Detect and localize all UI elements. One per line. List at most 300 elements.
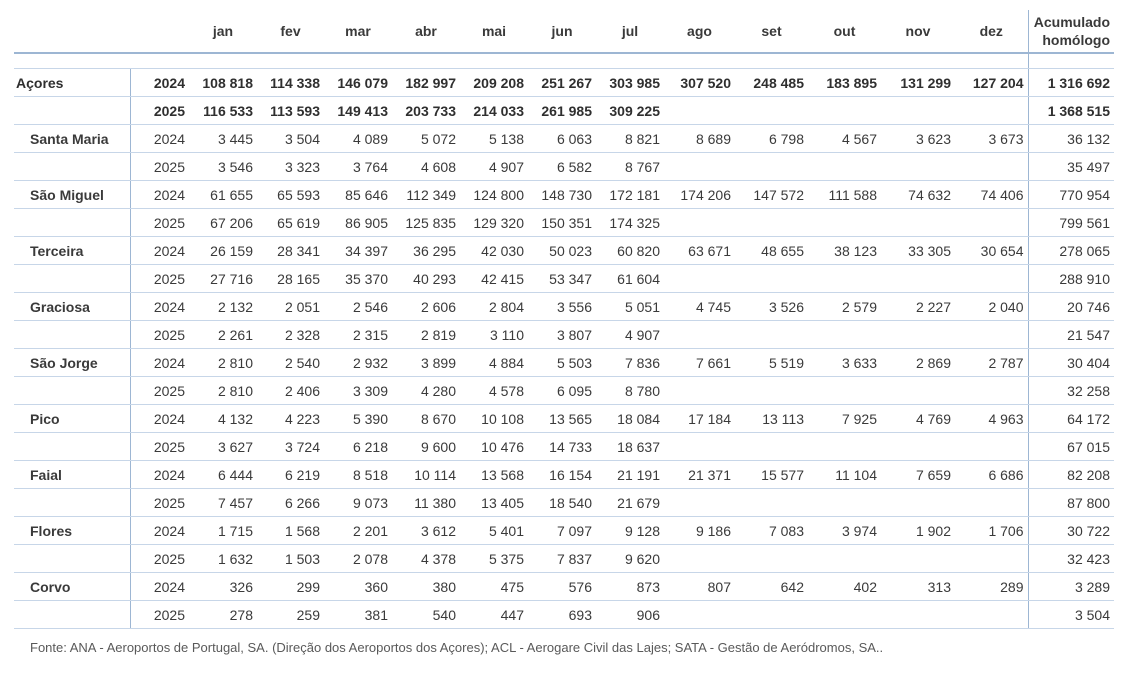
table-row (14, 321, 1114, 349)
year-cell: 2024 (130, 237, 189, 265)
accumulated-cell: 30 722 (1028, 517, 1114, 545)
region-name: Açores (14, 69, 130, 97)
value-cell: 2 540 (257, 349, 324, 377)
header-month: jul (596, 10, 664, 53)
value-cell: 11 380 (392, 489, 460, 517)
value-cell (735, 153, 808, 181)
header-month: jan (189, 10, 257, 53)
value-cell: 693 (528, 601, 596, 629)
value-cell (664, 209, 735, 237)
value-cell: 149 413 (324, 97, 392, 125)
value-cell: 21 191 (596, 461, 664, 489)
value-cell: 13 565 (528, 405, 596, 433)
value-cell: 1 706 (955, 517, 1028, 545)
table-row (14, 517, 1114, 545)
header-month: nov (881, 10, 955, 53)
value-cell: 6 444 (189, 461, 257, 489)
table-row (14, 377, 1114, 405)
value-cell (808, 433, 881, 461)
table-row (14, 153, 1114, 181)
year-cell: 2025 (130, 97, 189, 125)
value-cell: 2 819 (392, 321, 460, 349)
value-cell: 15 577 (735, 461, 808, 489)
value-cell: 209 208 (460, 69, 528, 97)
value-cell: 6 798 (735, 125, 808, 153)
value-cell: 67 206 (189, 209, 257, 237)
value-cell: 6 218 (324, 433, 392, 461)
year-cell: 2024 (130, 69, 189, 97)
passengers-table (14, 10, 1114, 629)
value-cell: 4 378 (392, 545, 460, 573)
value-cell: 203 733 (392, 97, 460, 125)
value-cell: 1 503 (257, 545, 324, 573)
year-cell: 2025 (130, 265, 189, 293)
year-cell: 2025 (130, 489, 189, 517)
value-cell: 5 051 (596, 293, 664, 321)
value-cell: 131 299 (881, 69, 955, 97)
value-cell: 642 (735, 573, 808, 601)
table-row (14, 433, 1114, 461)
value-cell: 475 (460, 573, 528, 601)
value-cell (735, 545, 808, 573)
value-cell (955, 153, 1028, 181)
value-cell: 28 165 (257, 265, 324, 293)
value-cell: 7 925 (808, 405, 881, 433)
value-cell: 114 338 (257, 69, 324, 97)
value-cell: 2 315 (324, 321, 392, 349)
value-cell: 906 (596, 601, 664, 629)
value-cell: 6 095 (528, 377, 596, 405)
year-cell: 2025 (130, 545, 189, 573)
spacer-row (14, 53, 1114, 69)
value-cell: 17 184 (664, 405, 735, 433)
value-cell: 576 (528, 573, 596, 601)
accumulated-cell: 67 015 (1028, 433, 1114, 461)
value-cell (808, 153, 881, 181)
region-name (14, 377, 130, 405)
value-cell (881, 545, 955, 573)
value-cell: 61 604 (596, 265, 664, 293)
accumulated-cell: 32 258 (1028, 377, 1114, 405)
value-cell: 8 821 (596, 125, 664, 153)
value-cell: 2 787 (955, 349, 1028, 377)
value-cell: 10 108 (460, 405, 528, 433)
value-cell (735, 489, 808, 517)
value-cell: 2 227 (881, 293, 955, 321)
value-cell: 4 089 (324, 125, 392, 153)
value-cell: 9 186 (664, 517, 735, 545)
value-cell: 5 072 (392, 125, 460, 153)
value-cell: 30 654 (955, 237, 1028, 265)
value-cell: 26 159 (189, 237, 257, 265)
value-cell: 309 225 (596, 97, 664, 125)
value-cell: 16 154 (528, 461, 596, 489)
header-month: abr (392, 10, 460, 53)
value-cell: 8 670 (392, 405, 460, 433)
value-cell: 3 612 (392, 517, 460, 545)
value-cell: 3 627 (189, 433, 257, 461)
value-cell (735, 601, 808, 629)
value-cell: 3 623 (881, 125, 955, 153)
region-name: Faial (14, 461, 130, 489)
value-cell: 2 201 (324, 517, 392, 545)
value-cell (664, 489, 735, 517)
value-cell (881, 153, 955, 181)
region-name (14, 209, 130, 237)
table-row (14, 405, 1114, 433)
value-cell: 1 902 (881, 517, 955, 545)
value-cell: 60 820 (596, 237, 664, 265)
value-cell (735, 209, 808, 237)
region-name (14, 545, 130, 573)
year-cell: 2024 (130, 573, 189, 601)
value-cell: 380 (392, 573, 460, 601)
accumulated-cell: 30 404 (1028, 349, 1114, 377)
value-cell: 27 716 (189, 265, 257, 293)
accumulated-cell: 3 289 (1028, 573, 1114, 601)
value-cell (808, 545, 881, 573)
header-empty-year (130, 10, 189, 53)
value-cell: 18 084 (596, 405, 664, 433)
value-cell: 9 073 (324, 489, 392, 517)
value-cell: 4 567 (808, 125, 881, 153)
value-cell: 18 540 (528, 489, 596, 517)
year-cell: 2024 (130, 461, 189, 489)
year-cell: 2024 (130, 181, 189, 209)
value-cell: 8 689 (664, 125, 735, 153)
value-cell (955, 433, 1028, 461)
year-cell: 2025 (130, 209, 189, 237)
source-note: Fonte: ANA - Aeroportos de Portugal, SA. (Direção dos Aeroportos dos Açores); ACL - Aerogare Civil das Lajes; SATA - Gestão de Aeródromos, SA.. (30, 640, 884, 655)
value-cell: 5 138 (460, 125, 528, 153)
year-cell: 2024 (130, 125, 189, 153)
value-cell (881, 209, 955, 237)
region-name: Graciosa (14, 293, 130, 321)
region-name: Flores (14, 517, 130, 545)
value-cell: 14 733 (528, 433, 596, 461)
value-cell: 150 351 (528, 209, 596, 237)
value-cell (735, 265, 808, 293)
region-name (14, 433, 130, 461)
value-cell: 174 206 (664, 181, 735, 209)
table-row (14, 601, 1114, 629)
header-month: mar (324, 10, 392, 53)
value-cell: 7 083 (735, 517, 808, 545)
accumulated-cell: 35 497 (1028, 153, 1114, 181)
value-cell: 3 974 (808, 517, 881, 545)
accumulated-cell: 3 504 (1028, 601, 1114, 629)
value-cell: 2 810 (189, 349, 257, 377)
value-cell: 251 267 (528, 69, 596, 97)
table-row (14, 97, 1114, 125)
region-name (14, 489, 130, 517)
value-cell: 360 (324, 573, 392, 601)
value-cell: 447 (460, 601, 528, 629)
header-accumulated-line1: Acumulado (1033, 14, 1110, 30)
header-month: set (735, 10, 808, 53)
value-cell: 807 (664, 573, 735, 601)
value-cell: 3 504 (257, 125, 324, 153)
value-cell: 85 646 (324, 181, 392, 209)
table-row (14, 265, 1114, 293)
value-cell: 129 320 (460, 209, 528, 237)
value-cell (881, 489, 955, 517)
year-cell: 2025 (130, 153, 189, 181)
value-cell: 48 655 (735, 237, 808, 265)
value-cell (808, 265, 881, 293)
table-body (14, 53, 1114, 629)
value-cell (664, 601, 735, 629)
value-cell: 4 223 (257, 405, 324, 433)
year-cell: 2024 (130, 349, 189, 377)
value-cell: 108 818 (189, 69, 257, 97)
value-cell: 112 349 (392, 181, 460, 209)
value-cell: 10 114 (392, 461, 460, 489)
value-cell: 5 390 (324, 405, 392, 433)
region-name (14, 321, 130, 349)
value-cell: 381 (324, 601, 392, 629)
value-cell: 40 293 (392, 265, 460, 293)
value-cell (664, 433, 735, 461)
value-cell: 13 405 (460, 489, 528, 517)
header-month: ago (664, 10, 735, 53)
value-cell: 4 769 (881, 405, 955, 433)
table-row (14, 209, 1114, 237)
header-month: mai (460, 10, 528, 53)
value-cell: 2 051 (257, 293, 324, 321)
value-cell: 6 686 (955, 461, 1028, 489)
value-cell: 111 588 (808, 181, 881, 209)
value-cell: 3 546 (189, 153, 257, 181)
value-cell: 2 579 (808, 293, 881, 321)
value-cell: 259 (257, 601, 324, 629)
region-name (14, 265, 130, 293)
year-cell: 2025 (130, 433, 189, 461)
table-row (14, 545, 1114, 573)
value-cell: 4 907 (460, 153, 528, 181)
value-cell: 5 503 (528, 349, 596, 377)
value-cell: 2 869 (881, 349, 955, 377)
value-cell: 183 895 (808, 69, 881, 97)
year-cell: 2024 (130, 405, 189, 433)
region-name: Corvo (14, 573, 130, 601)
header-accumulated-line2: homólogo (1042, 32, 1110, 48)
value-cell (664, 545, 735, 573)
year-cell: 2024 (130, 293, 189, 321)
value-cell: 214 033 (460, 97, 528, 125)
accumulated-cell: 1 316 692 (1028, 69, 1114, 97)
accumulated-cell: 799 561 (1028, 209, 1114, 237)
value-cell: 21 371 (664, 461, 735, 489)
value-cell: 303 985 (596, 69, 664, 97)
value-cell: 3 309 (324, 377, 392, 405)
value-cell: 402 (808, 573, 881, 601)
value-cell: 34 397 (324, 237, 392, 265)
value-cell (664, 265, 735, 293)
value-cell: 3 445 (189, 125, 257, 153)
value-cell (808, 489, 881, 517)
value-cell: 307 520 (664, 69, 735, 97)
value-cell: 3 323 (257, 153, 324, 181)
value-cell (955, 97, 1028, 125)
table-row (14, 489, 1114, 517)
value-cell: 74 632 (881, 181, 955, 209)
value-cell (881, 601, 955, 629)
value-cell: 50 023 (528, 237, 596, 265)
value-cell: 313 (881, 573, 955, 601)
value-cell: 7 661 (664, 349, 735, 377)
value-cell: 5 375 (460, 545, 528, 573)
value-cell: 2 132 (189, 293, 257, 321)
value-cell (808, 209, 881, 237)
value-cell: 326 (189, 573, 257, 601)
value-cell: 2 810 (189, 377, 257, 405)
value-cell: 4 963 (955, 405, 1028, 433)
accumulated-cell: 36 132 (1028, 125, 1114, 153)
header-month: fev (257, 10, 324, 53)
value-cell: 148 730 (528, 181, 596, 209)
accumulated-cell: 87 800 (1028, 489, 1114, 517)
value-cell: 113 593 (257, 97, 324, 125)
table-row (14, 349, 1114, 377)
year-cell: 2024 (130, 517, 189, 545)
value-cell: 182 997 (392, 69, 460, 97)
value-cell: 3 764 (324, 153, 392, 181)
table-row (14, 461, 1114, 489)
value-cell: 86 905 (324, 209, 392, 237)
value-cell (881, 377, 955, 405)
value-cell: 3 526 (735, 293, 808, 321)
value-cell (881, 433, 955, 461)
value-cell: 7 836 (596, 349, 664, 377)
region-name (14, 601, 130, 629)
value-cell (881, 265, 955, 293)
accumulated-cell: 21 547 (1028, 321, 1114, 349)
accumulated-cell: 82 208 (1028, 461, 1114, 489)
value-cell: 33 305 (881, 237, 955, 265)
value-cell: 2 932 (324, 349, 392, 377)
value-cell: 278 (189, 601, 257, 629)
value-cell: 10 476 (460, 433, 528, 461)
value-cell: 2 406 (257, 377, 324, 405)
value-cell: 36 295 (392, 237, 460, 265)
value-cell: 21 679 (596, 489, 664, 517)
value-cell: 6 219 (257, 461, 324, 489)
accumulated-cell: 1 368 515 (1028, 97, 1114, 125)
value-cell: 38 123 (808, 237, 881, 265)
value-cell (955, 265, 1028, 293)
header-month: jun (528, 10, 596, 53)
value-cell: 124 800 (460, 181, 528, 209)
value-cell: 65 593 (257, 181, 324, 209)
value-cell (735, 97, 808, 125)
value-cell (664, 97, 735, 125)
value-cell: 3 673 (955, 125, 1028, 153)
accumulated-cell: 278 065 (1028, 237, 1114, 265)
value-cell: 7 837 (528, 545, 596, 573)
value-cell (881, 97, 955, 125)
value-cell: 289 (955, 573, 1028, 601)
region-name: São Miguel (14, 181, 130, 209)
value-cell: 2 606 (392, 293, 460, 321)
value-cell (955, 545, 1028, 573)
value-cell: 63 671 (664, 237, 735, 265)
value-cell: 6 582 (528, 153, 596, 181)
region-name: Terceira (14, 237, 130, 265)
value-cell (955, 321, 1028, 349)
accumulated-cell: 20 746 (1028, 293, 1114, 321)
table-row (14, 237, 1114, 265)
value-cell: 3 807 (528, 321, 596, 349)
value-cell: 6 266 (257, 489, 324, 517)
year-cell: 2025 (130, 601, 189, 629)
value-cell: 3 899 (392, 349, 460, 377)
accumulated-cell: 288 910 (1028, 265, 1114, 293)
value-cell: 3 556 (528, 293, 596, 321)
region-name: Pico (14, 405, 130, 433)
value-cell: 7 097 (528, 517, 596, 545)
value-cell: 261 985 (528, 97, 596, 125)
value-cell (955, 377, 1028, 405)
value-cell (955, 601, 1028, 629)
value-cell: 7 659 (881, 461, 955, 489)
value-cell: 116 533 (189, 97, 257, 125)
table-row (14, 69, 1114, 97)
value-cell: 2 546 (324, 293, 392, 321)
value-cell: 4 745 (664, 293, 735, 321)
value-cell (808, 377, 881, 405)
header-accumulated (1028, 10, 1114, 53)
region-name (14, 153, 130, 181)
header-empty-name (14, 10, 130, 53)
value-cell: 2 261 (189, 321, 257, 349)
value-cell (735, 433, 808, 461)
value-cell: 299 (257, 573, 324, 601)
value-cell: 125 835 (392, 209, 460, 237)
value-cell: 4 132 (189, 405, 257, 433)
value-cell: 540 (392, 601, 460, 629)
value-cell: 2 328 (257, 321, 324, 349)
value-cell: 65 619 (257, 209, 324, 237)
header-row (14, 10, 1114, 53)
value-cell: 4 578 (460, 377, 528, 405)
value-cell: 7 457 (189, 489, 257, 517)
value-cell: 2 040 (955, 293, 1028, 321)
value-cell: 3 110 (460, 321, 528, 349)
table-row (14, 573, 1114, 601)
value-cell: 18 637 (596, 433, 664, 461)
value-cell (808, 97, 881, 125)
value-cell: 74 406 (955, 181, 1028, 209)
value-cell: 9 128 (596, 517, 664, 545)
value-cell (881, 321, 955, 349)
value-cell: 2 078 (324, 545, 392, 573)
value-cell: 873 (596, 573, 664, 601)
accumulated-cell: 32 423 (1028, 545, 1114, 573)
value-cell (955, 209, 1028, 237)
region-name: São Jorge (14, 349, 130, 377)
value-cell: 2 804 (460, 293, 528, 321)
value-cell: 172 181 (596, 181, 664, 209)
value-cell: 248 485 (735, 69, 808, 97)
header-month: dez (955, 10, 1028, 53)
table-row (14, 181, 1114, 209)
accumulated-cell: 64 172 (1028, 405, 1114, 433)
value-cell: 42 030 (460, 237, 528, 265)
value-cell: 35 370 (324, 265, 392, 293)
value-cell: 5 401 (460, 517, 528, 545)
value-cell: 9 600 (392, 433, 460, 461)
